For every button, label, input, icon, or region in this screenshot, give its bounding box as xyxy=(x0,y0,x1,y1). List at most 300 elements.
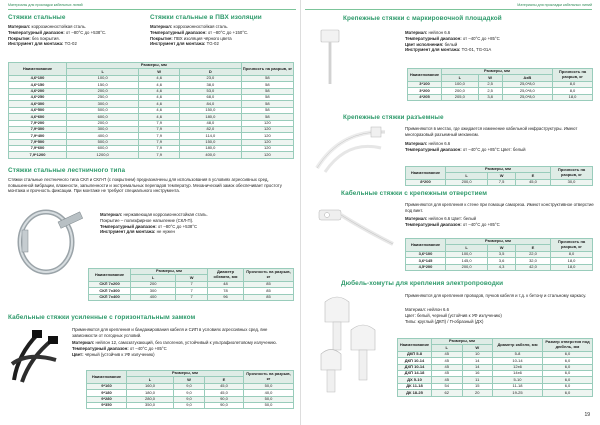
dowel-description: Применяются для крепления проводов, пучков кабеля и т.д. к бетону и стальному каркасу. xyxy=(405,293,587,298)
cell-value: 5-10 xyxy=(493,377,543,383)
cell-name: ДХП 10-14 xyxy=(398,364,432,370)
section-title-ladder: Стяжки стальные лестничного типа xyxy=(8,167,126,174)
section-title-dowel: Дюбель-хомуты для крепления электропроводки xyxy=(341,280,504,287)
spec-label: Инструмент для монтажа: xyxy=(8,41,64,47)
spec-value: Типы: круглый (ДКП) / П-образный (ДХ) xyxy=(405,318,484,324)
section-title-horizontal: Кабельные стяжки усиленные с горизонтальным замком xyxy=(8,314,196,321)
cell-value: 42,0 xyxy=(515,264,550,270)
cell-value: 58 xyxy=(241,101,293,107)
cell-value: 40,0 xyxy=(244,390,294,396)
spec-value: Цвет: белый, черный (устойчив к УФ излучению) xyxy=(405,312,502,318)
cell-value: 5-8 xyxy=(493,351,543,357)
spec-label: Цвет: xyxy=(72,351,84,357)
spec-label: Инструмент для монтажа: xyxy=(100,229,156,235)
spec-line xyxy=(405,147,595,153)
col-w: W xyxy=(488,245,516,251)
cell-value: 25,0*8,0 xyxy=(502,94,552,100)
cell-value: 7,9 xyxy=(139,139,180,145)
col-sizes: Размеры, мм xyxy=(131,269,208,275)
cell-value: 180,0 xyxy=(179,146,241,152)
spec-value: не нужен xyxy=(155,229,175,235)
cell-value: 7 xyxy=(176,281,208,287)
spec-value: от –40°С до +85°С Цвет: белый xyxy=(461,146,526,152)
cell-value: 9,0 xyxy=(174,390,205,396)
cell-value: 6,0 xyxy=(543,370,593,376)
cell-value: 120 xyxy=(241,146,293,152)
cell-name: 4,6*100 xyxy=(9,75,67,81)
spec-value: от –80°С до +538°С. xyxy=(64,29,107,35)
cell-value: 500,0 xyxy=(67,107,139,113)
cell-value: 200,0 xyxy=(446,179,488,185)
cell-name: 9*350 xyxy=(87,402,127,408)
spec-label: Материал: xyxy=(150,24,173,29)
ladder-tie-photo xyxy=(8,200,88,282)
cell-value: 22,0 xyxy=(515,251,550,257)
cell-name: 4,6*600 xyxy=(9,114,67,120)
releasable-tie-photo xyxy=(311,122,391,174)
cell-value: 45 xyxy=(432,351,463,357)
spec-value: Покрытие – полиэфирное напыление (СКЛ-П). xyxy=(100,217,194,223)
cell-value: 7,9 xyxy=(139,133,180,139)
col-name: Наименование xyxy=(398,339,432,352)
table-ladder-ties xyxy=(88,268,294,301)
cell-value: 145,0 xyxy=(446,258,488,264)
cell-value: 120 xyxy=(241,139,293,145)
cell-name: ДК 18-25 xyxy=(398,390,432,396)
specs-releasable xyxy=(405,141,595,153)
cell-name: 9*180 xyxy=(87,390,127,396)
cell-name: СКЛ 7х300 xyxy=(89,288,131,294)
spec-value: TG-02 xyxy=(205,41,219,47)
spec-line xyxy=(405,222,595,228)
cell-value: 90,0 xyxy=(204,402,243,408)
spec-label: Материал: xyxy=(405,30,428,35)
cell-value: 58 xyxy=(241,114,293,120)
cell-name: 4,6*500 xyxy=(9,107,67,113)
section-title-releasable: Крепежные стяжки разъемные xyxy=(343,114,444,121)
col-diameter: Диаметр обхвата, мм xyxy=(208,269,244,282)
cell-name: 3*200 xyxy=(408,88,442,94)
spec-value: от –40°С до +85°С xyxy=(128,345,167,351)
cell-value: 9,0 xyxy=(174,383,205,389)
cell-value: 120 xyxy=(241,152,293,158)
cell-value: 4,6 xyxy=(139,82,180,88)
col-name: Наименование xyxy=(9,63,67,76)
spec-label: Температурный диапазон: xyxy=(8,29,65,35)
spec-value: от –40°С до +85°С xyxy=(461,221,500,227)
spec-label: Инструмент для монтажа: xyxy=(405,47,461,53)
cell-value: 3,6 xyxy=(488,258,516,264)
cell-value: 7,9 xyxy=(139,120,180,126)
spec-label: Цвет исполнения: xyxy=(405,41,444,47)
specs-dowel xyxy=(405,307,595,324)
col-l: L xyxy=(446,173,488,179)
specs-horizontal xyxy=(72,340,294,357)
cell-value: 30,0 xyxy=(551,179,593,185)
cell-value: 300,0 xyxy=(67,101,139,107)
col-e: E xyxy=(515,245,550,251)
table-row xyxy=(89,294,294,300)
cell-value: 14 xyxy=(462,364,493,370)
col-axb: AxB xyxy=(502,75,552,81)
cell-value: 68,0 xyxy=(179,94,241,100)
table-steel-ties xyxy=(8,62,294,159)
cell-value: 48 xyxy=(208,281,244,287)
cell-value: 8,0 xyxy=(553,88,593,94)
col-l: L xyxy=(127,377,174,383)
spec-value: без покрытия. xyxy=(30,35,60,41)
spec-label: Материал: xyxy=(8,24,31,29)
cell-value: 32,0 xyxy=(515,258,550,264)
cell-value: 160,0 xyxy=(127,383,174,389)
cell-value: 25,0*8,0 xyxy=(502,88,552,94)
ladder-description: Стяжки стальные лестничного типа СКЛ и СКЛ-П (с покрытием) предназначены для использования в условиях агрессивных сред, повышенной вибрации, влажности, запыленности и экстремальных перепадов температур. Механический замок обеспечивает простоту монтажа и прочность фиксации. При монтаже не требуют специального инструмента. xyxy=(8,177,282,194)
cell-value: 400 xyxy=(131,294,176,300)
spec-label: Температурный диапазон: xyxy=(72,345,129,351)
cell-value: 18,0 xyxy=(551,258,593,264)
cell-value: 18,0 xyxy=(553,94,593,100)
cell-value: 6,0 xyxy=(543,383,593,389)
cell-value: 48,0 xyxy=(179,120,241,126)
fixing-hole-description: Применяются для крепления к стене при помощи самореза. Имеют конструктивное отверстие под винт. xyxy=(405,202,594,213)
cell-value: 7 xyxy=(176,294,208,300)
cell-value: 8,0 xyxy=(551,251,593,257)
col-sizes: Размеры, мм xyxy=(442,69,553,75)
cell-value: 100,0 xyxy=(67,75,139,81)
col-diameter: Диаметр кабеля, мм xyxy=(493,339,543,352)
cell-value: 400,0 xyxy=(67,133,139,139)
col-e: E xyxy=(515,173,550,179)
spec-label: Температурный диапазон: xyxy=(150,29,207,35)
cell-value: 3,5 xyxy=(488,251,516,257)
cell-value: 85 xyxy=(244,281,294,287)
col-l: L xyxy=(67,69,139,75)
cell-value: 82,0 xyxy=(179,126,241,132)
spec-label: Материал: xyxy=(100,212,123,217)
cell-value: 300,0 xyxy=(67,126,139,132)
col-l: L xyxy=(442,75,479,81)
cell-name: 3,6*145 xyxy=(406,258,446,264)
col-name: Наименование xyxy=(408,69,442,82)
cell-value: 15 xyxy=(462,383,493,389)
spec-label: Материал: xyxy=(405,141,428,146)
marker-tie-photo xyxy=(307,28,353,86)
col-w: W xyxy=(462,345,493,351)
spec-value: нейлон 6.6 xyxy=(427,30,451,35)
col-force: Прочность на разрыв, кг xyxy=(244,371,294,384)
fixing-hole-tie-photo xyxy=(315,200,399,254)
section-title-steel: Стяжки стальные xyxy=(8,14,66,21)
cell-value: 200,0 xyxy=(442,88,479,94)
table-releasable-ties xyxy=(405,166,593,186)
cell-value: 500,0 xyxy=(67,139,139,145)
cell-value: 180,0 xyxy=(179,114,241,120)
horizontal-tie-photo xyxy=(8,324,62,384)
spec-line xyxy=(72,352,294,358)
cell-value: 3,8 xyxy=(478,94,502,100)
dowel-clamp-photo xyxy=(311,292,391,396)
section-title-fixing-hole: Кабельные стяжки с крепежным отверстием xyxy=(341,190,488,197)
cell-value: 120 xyxy=(241,120,293,126)
table-fixing-hole-ties xyxy=(405,238,593,271)
cell-name: СКЛ 7х400 xyxy=(89,294,131,300)
cell-name: ДХ 5-10 xyxy=(398,377,432,383)
cell-value: 6,0 xyxy=(543,358,593,364)
cell-value: 6,0 xyxy=(543,390,593,396)
cell-value: 280,0 xyxy=(127,396,174,402)
specs-pvc xyxy=(150,24,295,47)
releasable-description: Применяются в местах, где ожидается изменение кабельной инфраструктуры. Имеют многоразовый разъемный механизм. xyxy=(405,126,578,137)
cell-value: 58 xyxy=(241,82,293,88)
cell-value: 200,0 xyxy=(67,120,139,126)
cell-value: 50,0 xyxy=(244,396,294,402)
right-page xyxy=(300,0,600,425)
cell-value: 45 xyxy=(432,377,463,383)
cell-name: 4,6*250 xyxy=(9,94,67,100)
spec-value: Материал: нейлон 6.6 xyxy=(405,307,449,312)
cell-value: 38,0 xyxy=(179,82,241,88)
cell-value: 7,9 xyxy=(139,146,180,152)
cell-name: 7,9*200 xyxy=(9,120,67,126)
cell-value: 6,0 xyxy=(543,351,593,357)
cell-value: 9,0 xyxy=(174,396,205,402)
col-name: Наименование xyxy=(406,239,446,252)
cell-name: 7,9*400 xyxy=(9,133,67,139)
spec-label: Материал: xyxy=(405,216,428,221)
cell-value: 14x6 xyxy=(493,370,543,376)
cell-name: СКЛ 7х200 xyxy=(89,281,131,287)
cell-value: 300 xyxy=(131,288,176,294)
cell-name: 7,9*600 xyxy=(9,146,67,152)
col-l: L xyxy=(432,345,463,351)
cell-value: 45 xyxy=(432,364,463,370)
spec-value: чёрный (устойчив к УФ излучению) xyxy=(83,351,155,357)
col-l: L xyxy=(446,245,488,251)
table-row xyxy=(398,390,593,396)
spec-line xyxy=(100,229,295,235)
spec-label: Покрытие: xyxy=(8,35,31,41)
col-force: Прочность на разрыв, кг xyxy=(553,69,593,82)
cell-value: 62 xyxy=(432,390,463,396)
cell-value: 16 xyxy=(462,370,493,376)
spec-value: от –80°С до +150°С. xyxy=(206,29,249,35)
cell-value: 150,0 xyxy=(179,139,241,145)
cell-value: 6,0 xyxy=(543,377,593,383)
col-hole: Размер отверстия под дюбель, мм xyxy=(543,339,593,352)
cell-value: 10-14 xyxy=(493,358,543,364)
cell-value: 58 xyxy=(241,88,293,94)
spec-label: Температурный диапазон: xyxy=(405,35,462,41)
spec-value: нейлон 6.6 xyxy=(427,141,451,146)
cell-value: 4,6 xyxy=(139,88,180,94)
col-w: W xyxy=(174,377,205,383)
spec-label: Температурный диапазон: xyxy=(405,146,462,152)
section-title-marker: Крепежные стяжки с маркировочной площадкой xyxy=(343,15,502,22)
table-row xyxy=(408,94,593,100)
cell-name: 3*100 xyxy=(408,81,442,87)
col-sizes: Размеры, мм xyxy=(432,339,493,345)
cell-name: 4*205 xyxy=(408,94,442,100)
cell-value: 45 xyxy=(432,358,463,364)
col-w: W xyxy=(488,173,516,179)
cell-value: 45,0 xyxy=(204,383,243,389)
cell-name: 4,6*300 xyxy=(9,101,67,107)
specs-ladder xyxy=(100,212,295,235)
table-row xyxy=(87,402,294,408)
spec-label: Температурный диапазон: xyxy=(405,221,462,227)
spec-value: от –80°С до +538°С xyxy=(156,223,198,229)
horizontal-description: Применяются для крепления и бандажирования кабеля и СИП в условиях агрессивных сред, вне зависимости от погодных условий. xyxy=(72,327,268,338)
spec-value: ПВХ изоляция чёрного цвета xyxy=(172,35,232,41)
cell-name: ДКП 10-14 xyxy=(398,358,432,364)
spec-line xyxy=(405,319,595,325)
cell-value: 120 xyxy=(241,133,293,139)
cell-name: ДХП 14-18 xyxy=(398,370,432,376)
page-header: Материалы для прокладки кабельных линий xyxy=(517,3,592,7)
specs-marker xyxy=(405,30,595,53)
cell-value: 11-18 xyxy=(493,383,543,389)
cell-name: ДКП 5-8 xyxy=(398,351,432,357)
col-sizes: Размеры, мм xyxy=(446,167,551,173)
cell-value: 4,6 xyxy=(139,101,180,107)
col-force: Прочность на разрыв, кг xyxy=(241,63,293,76)
spec-value: нейлон 12, самозатухающий, без галогенов, устойчивый к ультрафиолетовому излучению. xyxy=(94,340,277,345)
cell-value: 19-25 xyxy=(493,390,543,396)
spec-value: нержавеющая коррозионностойкая сталь. xyxy=(122,212,208,217)
cell-value: 78 xyxy=(208,288,244,294)
spec-value: коррозионностойкая сталь. xyxy=(172,24,229,29)
cell-value: 200,0 xyxy=(446,264,488,270)
specs-steel xyxy=(8,24,138,47)
col-l: L xyxy=(131,275,176,281)
spec-value: коррозионностойкая сталь. xyxy=(30,24,87,29)
table-marker-ties xyxy=(407,68,593,101)
header-divider xyxy=(305,9,592,10)
cell-value: 600,0 xyxy=(67,146,139,152)
cell-name: 3,6*100 xyxy=(406,251,446,257)
cell-name: 4,5*200 xyxy=(406,264,446,270)
cell-value: 8,0 xyxy=(553,81,593,87)
cell-value: 20 xyxy=(462,390,493,396)
cell-name: 7,9*300 xyxy=(9,126,67,132)
cell-value: 200 xyxy=(131,281,176,287)
col-w: W xyxy=(478,75,502,81)
cell-value: 2,5 xyxy=(478,81,502,87)
cell-value: 7,9 xyxy=(139,152,180,158)
cell-value: 9,0 xyxy=(174,402,205,408)
col-force: Прочность на разрыв, кг xyxy=(551,239,593,252)
cell-value: 180,0 xyxy=(127,390,174,396)
cell-name: ДК 11-18 xyxy=(398,383,432,389)
col-name: Наименование xyxy=(87,371,127,384)
cell-value: 14 xyxy=(462,358,493,364)
cell-value: 7 xyxy=(176,288,208,294)
cell-value: 85 xyxy=(244,294,294,300)
table-row xyxy=(9,152,294,158)
cell-value: 58 xyxy=(241,75,293,81)
cell-value: 4,6 xyxy=(139,94,180,100)
cell-name: 9*280 xyxy=(87,396,127,402)
spec-value: TG-01, TG-01A xyxy=(460,47,492,53)
cell-value: 4,6 xyxy=(139,107,180,113)
cell-value: 85 xyxy=(244,288,294,294)
cell-value: 23,0 xyxy=(179,75,241,81)
spec-label: Материал: xyxy=(72,340,95,345)
col-force: Прочность на разрыв, кг xyxy=(244,269,294,282)
cell-value: 4,6 xyxy=(139,114,180,120)
cell-value: 18,0 xyxy=(551,264,593,270)
cell-value: 96 xyxy=(208,294,244,300)
cell-value: 11 xyxy=(462,377,493,383)
cell-value: 150,0 xyxy=(67,82,139,88)
cell-value: 250,0 xyxy=(67,94,139,100)
spec-line xyxy=(150,41,295,47)
col-sizes: Размеры, мм xyxy=(67,63,242,69)
spec-label: Температурный диапазон: xyxy=(100,223,157,229)
spec-value: от –40°С до +85°С xyxy=(461,35,500,41)
cell-value: 150,0 xyxy=(179,107,241,113)
cell-value: 54 xyxy=(432,383,463,389)
table-dowel-clamps xyxy=(397,338,593,397)
table-row xyxy=(406,264,593,270)
col-e: E xyxy=(204,377,243,383)
cell-value: 200,0 xyxy=(67,88,139,94)
cell-name: 4,6*200 xyxy=(9,88,67,94)
cell-value: 45 xyxy=(432,370,463,376)
cell-value: 4,6 xyxy=(139,75,180,81)
spec-label: Инструмент для монтажа: xyxy=(150,41,206,47)
table-horizontal-ties xyxy=(86,370,294,409)
cell-value: 58 xyxy=(241,94,293,100)
cell-name: 9*160 xyxy=(87,383,127,389)
spec-value: белый xyxy=(443,41,458,47)
cell-value: 600,0 xyxy=(67,114,139,120)
header-divider xyxy=(8,9,296,10)
cell-value: 45,0 xyxy=(204,390,243,396)
col-w: W xyxy=(139,69,180,75)
cell-value: 7,9 xyxy=(139,126,180,132)
page-header: Материалы для прокладки кабельных линий xyxy=(8,3,83,7)
cell-value: 84,0 xyxy=(179,101,241,107)
spec-line xyxy=(8,41,138,47)
cell-value: 350,0 xyxy=(127,402,174,408)
cell-value: 58 xyxy=(241,107,293,113)
cell-name: 4,6*150 xyxy=(9,82,67,88)
cell-value: 12x6 xyxy=(493,364,543,370)
col-w: W xyxy=(176,275,208,281)
col-sizes: Размеры, мм xyxy=(127,371,244,377)
cell-value: 50,0 xyxy=(244,383,294,389)
col-name: Наименование xyxy=(406,167,446,180)
cell-value: 50,0 xyxy=(244,402,294,408)
cell-value: 100,0 xyxy=(442,81,479,87)
cell-value: 25,0*8,0 xyxy=(502,81,552,87)
col-sizes: Размеры, мм xyxy=(446,239,551,245)
spec-line xyxy=(405,47,595,53)
cell-value: 120 xyxy=(241,126,293,132)
cell-name: 8*200 xyxy=(406,179,446,185)
cell-name: 7,9*1200 xyxy=(9,152,67,158)
col-force: Прочность на разрыв, кг xyxy=(551,167,593,180)
cell-value: 7,5 xyxy=(488,179,516,185)
section-title-pvc: Стяжки стальные в ПВХ изоляции xyxy=(150,14,262,21)
cell-value: 1200,0 xyxy=(67,152,139,158)
spec-label: Покрытие: xyxy=(150,35,173,41)
cell-value: 114,0 xyxy=(179,133,241,139)
page-number: 19 xyxy=(584,412,590,419)
cell-value: 205,0 xyxy=(442,94,479,100)
col-d: D xyxy=(179,69,241,75)
